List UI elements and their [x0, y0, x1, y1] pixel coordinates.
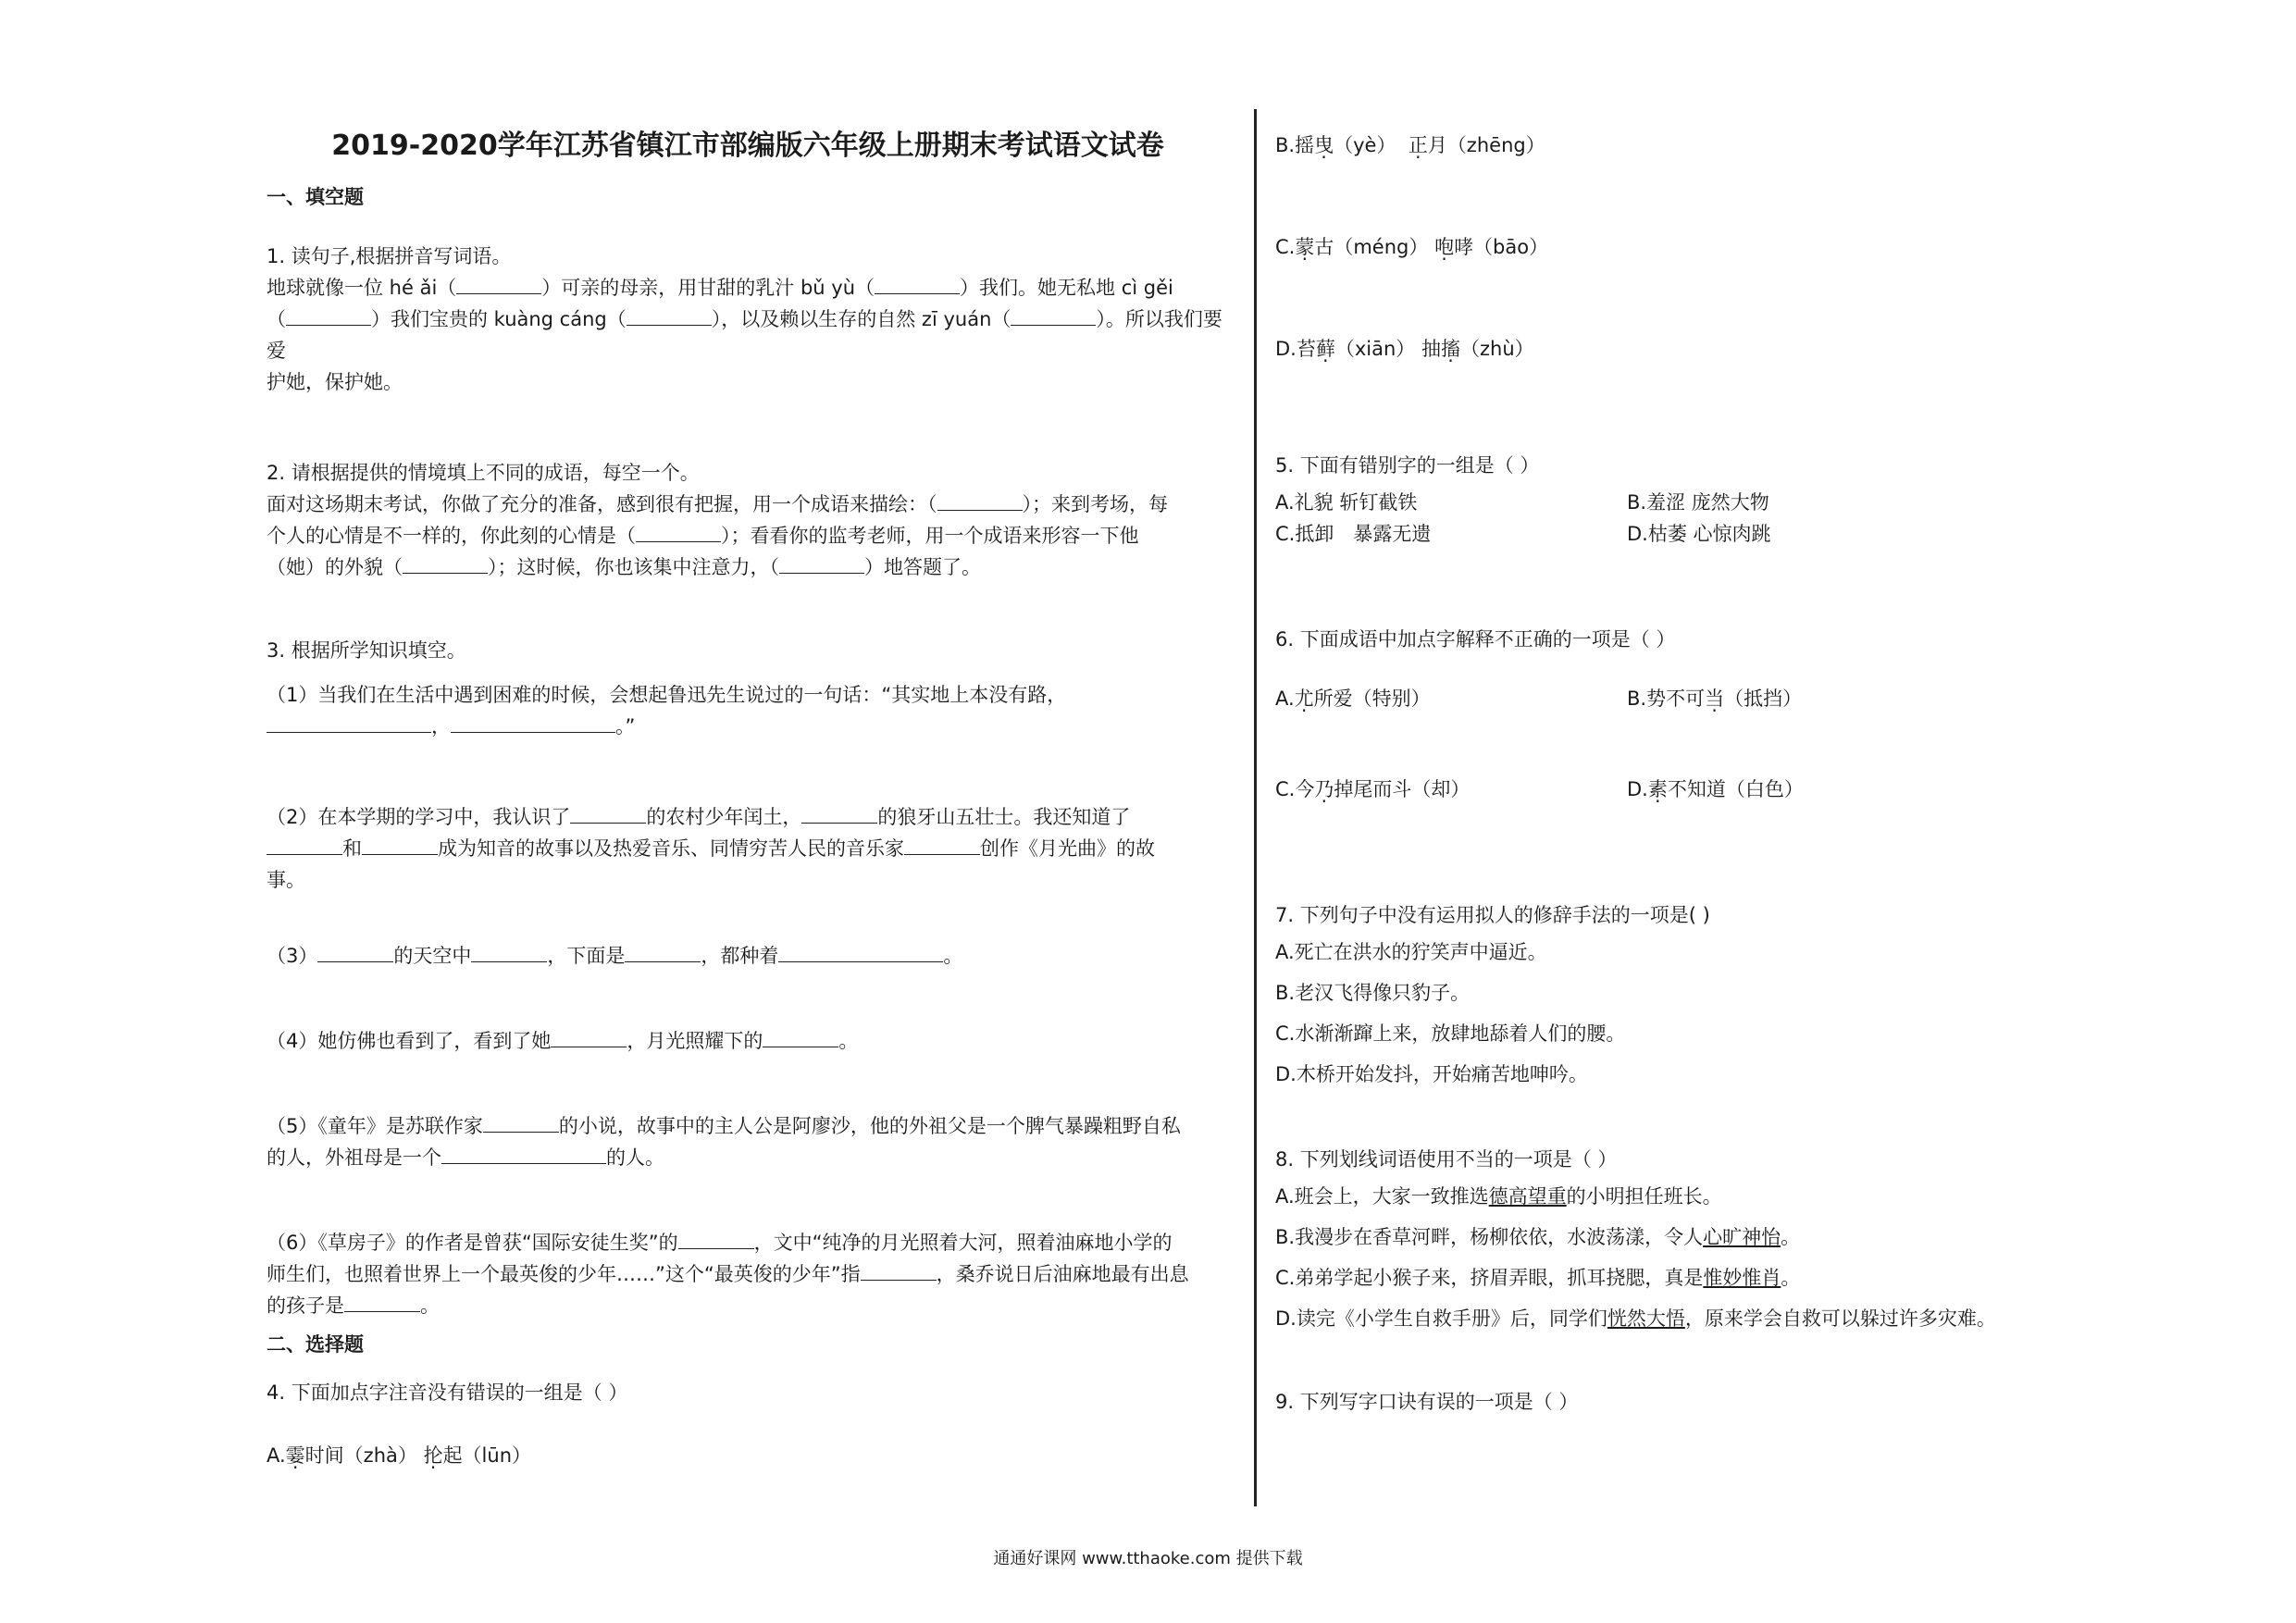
blank[interactable]: [636, 521, 721, 542]
option-d[interactable]: D.枯萎 心惊肉跳: [1627, 523, 1771, 545]
option-c[interactable]: C.蒙古（méng） 咆哮（bāo）: [1275, 236, 1549, 258]
blank[interactable]: [483, 1111, 559, 1133]
option-c[interactable]: C.水渐渐蹿上来，放肆地舔着人们的腰。: [1275, 1022, 1626, 1045]
question-1: 1. 读句子,根据拼音写词语。 地球就像一位 hé ǎi（ ）可亲的母亲，用甘甜的乳汁 bǔ yù（ ）我们。她无私地 cì gěi （ ）我们宝贵的 kuàng cáng（ ），以及赖以生存的自然 zī yuán（ ）。所以我们要爱 护她，保护她。: [267, 241, 1229, 398]
option-d[interactable]: D.素不知道（白色）: [1627, 778, 1804, 800]
blank[interactable]: [625, 941, 701, 962]
blank[interactable]: [286, 304, 371, 326]
question-stem: 1. 读句子,根据拼音写词语。: [267, 245, 512, 267]
blank[interactable]: [763, 1026, 838, 1047]
question-stem: 5. 下面有错别字的一组是（ ）: [1275, 454, 1540, 477]
blank[interactable]: [551, 1026, 627, 1047]
question-stem: 9. 下列写字口诀有误的一项是（ ）: [1275, 1391, 1579, 1413]
question-6: [1275, 624, 2182, 805]
blank[interactable]: [267, 712, 431, 733]
question-8: [1275, 1144, 2182, 1334]
option-b[interactable]: B.我漫步在香草河畔，杨柳依依，水波荡漾，令人心旷神怡。: [1275, 1226, 1801, 1248]
blank[interactable]: [801, 802, 877, 824]
blank[interactable]: [570, 802, 646, 824]
blank[interactable]: [937, 489, 1023, 511]
blank[interactable]: [678, 1228, 754, 1249]
option-d[interactable]: D.木桥开始发抖，开始痛苦地呻吟。: [1275, 1063, 1588, 1085]
right-column: [1275, 130, 2182, 1418]
blank[interactable]: [317, 941, 393, 962]
blank[interactable]: [344, 1291, 420, 1312]
option-d[interactable]: D.读完《小学生自救手册》后，同学们恍然大悟，原来学会自救可以躲过许多灾难。: [1275, 1307, 1996, 1330]
section-heading-fill: 一、填空题: [267, 186, 364, 208]
option-c[interactable]: C.抵卸 暴露无遗: [1275, 523, 1432, 545]
option-b[interactable]: B.羞涩 庞然大物: [1627, 491, 1769, 514]
footer-credit: 通通好课网 www.tthaoke.com 提供下载: [993, 1549, 1303, 1568]
blank[interactable]: [441, 1143, 606, 1164]
question-stem: 8. 下列划线词语使用不当的一项是（ ）: [1275, 1148, 1618, 1171]
option-a[interactable]: A.班会上，大家一致推选德高望重的小明担任班长。: [1275, 1185, 1722, 1208]
question-4: [267, 1377, 1229, 1471]
blank[interactable]: [1011, 304, 1096, 326]
sub-question-4: （4）她仿佛也看到了，看到了她 ，月光照耀下的 。: [267, 1025, 1229, 1057]
blank[interactable]: [627, 304, 712, 326]
question-stem: 7. 下列句子中没有运用拟人的修辞手法的一项是( ): [1275, 904, 1710, 926]
blank[interactable]: [471, 941, 547, 962]
option-a[interactable]: A.霎时间（zhà） 抡起（lūn）: [267, 1444, 532, 1467]
question-stem: 6. 下面成语中加点字解释不正确的一项是（ ）: [1275, 628, 1676, 650]
question-stem: 4. 下面加点字注音没有错误的一组是（ ）: [267, 1381, 628, 1404]
option-b[interactable]: B.老汉飞得像只豹子。: [1275, 982, 1471, 1004]
blank[interactable]: [779, 552, 864, 574]
sub-question-1: （1）当我们在生活中遇到困难的时候，会想起鲁迅先生说过的一句话：“其实地上本没有路，: [267, 684, 1067, 706]
blank[interactable]: [362, 834, 438, 855]
option-a[interactable]: A.礼貌 斩钉截铁: [1275, 491, 1418, 514]
blank[interactable]: [875, 273, 960, 294]
question-3: 3. 根据所学知识填空。 （1）当我们在生活中遇到困难的时候，会想起鲁迅先生说过的一句话：“其实地上本没有路， ， 。” （2）在本学期的学习中，我认识了 的农村少年闰土， 的狼牙山五壮士。我还知道了 和 成为知音的故事以及热爱音乐、同情穷苦人民的音乐家 创作《月光曲》的故 事。 （3） 的天空中 ，下面是 ，都种着 。 （4）她仿佛也看到了，看到了她 ，月光照耀下的 。 （5）《童年》是苏联作家 的小说，故事中的主人公是阿廖沙，他的外祖父是一个脾气暴躁粗野自私 的人，外祖母是一个 的人。 （6）《草房子》的作者是曾获“国际安徒生奖”的 ，文中“纯净的月光照着大河，照着油麻地小学的 师生们，也照着世界上一个最英俊的少年……”这个“最英俊的少年”指 ，桑乔说日后油麻地最有出息 的孩子是 。: [267, 635, 1229, 1321]
question-stem: 2. 请根据提供的情境填上不同的成语，每空一个。: [267, 462, 700, 484]
blank[interactable]: [778, 941, 943, 962]
left-column: [267, 120, 1229, 1471]
option-a[interactable]: A.尤所爱（特别）: [1275, 688, 1431, 710]
blank[interactable]: [456, 273, 541, 294]
question-2: 2. 请根据提供的情境填上不同的成语，每空一个。 面对这场期末考试，你做了充分的准备，感到很有把握，用一个成语来描绘：（ ）；来到考场，每 个人的心情是不一样的，你此刻的心情是（ ）；看看你的监考老师，用一个成语来形容一下他 （她）的外貌（ ）；这时候，你也该集中注意力，（ ）地答题了。: [267, 457, 1229, 583]
column-divider: [1254, 109, 1257, 1506]
option-b[interactable]: B.势不可当（抵挡）: [1627, 688, 1803, 710]
sub-question-6: （6）《草房子》的作者是曾获“国际安徒生奖”的 ，文中“纯净的月光照着大河，照着油麻地小学的: [267, 1227, 1229, 1258]
option-d[interactable]: D.苔藓（xiān） 抽搐（zhù）: [1275, 338, 1534, 360]
sub-question-3: （3） 的天空中 ，下面是 ，都种着 。: [267, 940, 1229, 972]
blank[interactable]: [267, 834, 342, 855]
question-5: [1275, 450, 2182, 550]
question-9: [1275, 1386, 2182, 1418]
blank[interactable]: [403, 552, 488, 574]
sub-question-5: （5）《童年》是苏联作家 的小说，故事中的主人公是阿廖沙，他的外祖父是一个脾气暴躁粗野自私: [267, 1110, 1229, 1142]
option-a[interactable]: A.死亡在洪水的狞笑声中逼近。: [1275, 941, 1547, 963]
sub-question-2: （2）在本学期的学习中，我认识了 的农村少年闰土， 的狼牙山五壮士。我还知道了: [267, 801, 1229, 833]
question-stem: 3. 根据所学知识填空。: [267, 639, 466, 662]
option-b[interactable]: B.摇曳（yè） 正月（zhēng）: [1275, 134, 1545, 156]
option-c[interactable]: C.今乃掉尾而斗（却）: [1275, 778, 1471, 800]
page-title: 2019-2020学年江苏省镇江市部编版六年级上册期末考试语文试卷: [331, 130, 1164, 162]
option-c[interactable]: C.弟弟学起小猴子来，挤眉弄眼，抓耳挠腮，真是惟妙惟肖。: [1275, 1267, 1801, 1289]
question-7: [1275, 899, 2182, 1090]
blank[interactable]: [861, 1259, 937, 1281]
section-heading-choice: 二、选择题: [267, 1333, 364, 1356]
blank[interactable]: [451, 712, 615, 733]
blank[interactable]: [904, 834, 980, 855]
